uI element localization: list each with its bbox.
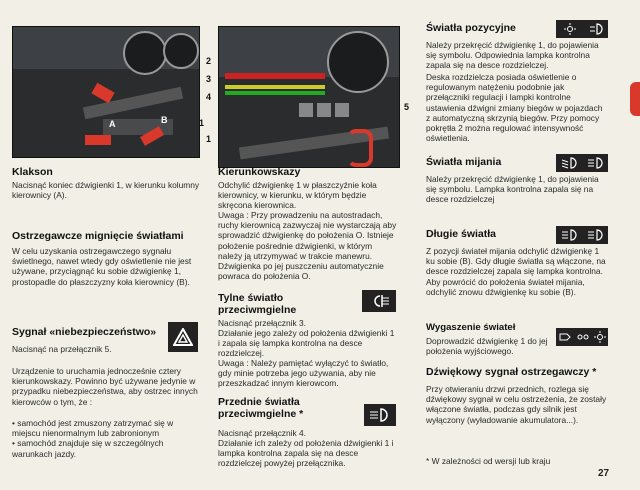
- mijania-title: Światła mijania: [426, 156, 502, 168]
- wygaszenie-title: Wygaszenie świateł: [426, 322, 516, 333]
- footnote: * W zależności od wersji lub kraju: [426, 456, 551, 466]
- dzwiekowy-text: Przy otwieraniu drzwi przednich, rozlega się dźwiękowy sygnał w celu ostrzeżenia, że zostały włączone światła, podczas gdy silnik jest wyłączony (wyładowanie akumulatora...).: [426, 384, 607, 425]
- pozycyjne-text: Należy przekręcić dźwigienkę 1, do pojawienia się symbolu. Odpowiednia lampka kontrolna zapala się na desce rozdzielczej.: [426, 40, 599, 71]
- callout-4: 4: [206, 92, 212, 102]
- wygaszenie-text: Doprowadzić dźwigienkę 1 do jej położenia wyjściowego.: [426, 336, 548, 357]
- tylne-title: Tylne światło przeciwmgielne: [218, 292, 297, 316]
- hazard-triangle-icon: [168, 322, 198, 352]
- dlugie-text: Z pozycji świateł mijania odchylić dźwigienkę 1 ku sobie (B). Gdy długie światła są włączone, na desce rozdzielczej zapala się lampka kontrolna. Aby powrócić do położenia świateł mijania, odchylić znowu dźwigienkę ku sobie (B).: [426, 246, 606, 297]
- bullet-item: • samochód jest zmuszony zatrzymać się w miejscu nienormalnym lub zabronionym: [12, 418, 174, 439]
- callout-3: 3: [206, 74, 212, 84]
- callout-1-left: 1: [199, 118, 205, 128]
- front-fog-light-icon: [364, 404, 396, 426]
- callout-5: 5: [404, 102, 410, 112]
- photo-label-b: B: [161, 115, 168, 125]
- pozycyjne-title: Światła pozycyjne: [426, 22, 516, 34]
- callout-1-middle: 1: [206, 134, 212, 144]
- kierunkowskazy-text: Odchylić dźwigienkę 1 w płaszczyźnie koła kierownicy, w kierunku, w którym będzie skręcona kierownica.: [218, 180, 377, 211]
- tylne-uwaga: Uwaga : Należy pamiętać wyłączyć to światło, gdy minie potrzeba jego używania, aby nie przeszkadzać innym kierowcom.: [218, 358, 389, 389]
- bullet-list: [12, 418, 200, 459]
- sygnal-title: Sygnał «niebezpieczeństwo»: [12, 326, 157, 338]
- klakson-text: Nacisnąć koniec dźwigienki 1, w kierunku kolumny kierownicy (A).: [12, 180, 200, 201]
- photo-label-a: A: [109, 119, 116, 129]
- high-beam-icon: [556, 226, 608, 244]
- sygnal-text: Nacisnąć na przełącznik 5.: [12, 344, 112, 354]
- tylne-text: Nacisnąć przełącznik 3.: [218, 318, 306, 328]
- callout-2: 2: [206, 56, 212, 66]
- low-beam-icon: [556, 154, 608, 172]
- przednie-body: Działanie ich zależy od położenia dźwigienki 1 i lampka kontrolna zapala się na desce rozdzielczej powyżej przełącznika.: [218, 438, 394, 469]
- przednie-text: Nacisnąć przełącznik 4.: [218, 428, 306, 438]
- page-number: 27: [598, 468, 610, 479]
- dzwiekowy-title: Dźwiękowy sygnał ostrzegawczy *: [426, 366, 597, 378]
- left-photo: [12, 26, 200, 158]
- przednie-title: Przednie światła przeciwmgielne *: [218, 396, 304, 420]
- bullet-item: • samochód znajduje się w szczególnych warunkach jazdy.: [12, 438, 164, 459]
- klakson-title: Klakson: [12, 166, 53, 178]
- section-tab: [630, 82, 640, 116]
- ostrzegawcze-text: W celu uzyskania ostrzegawczego sygnału świetlnego, nawet wtedy gdy oświetlenie nie jest używane, przyciągnąć ku sobie dźwigienkę 1, prostopadle do płaszczyzny koła kierownicy (B).: [12, 246, 192, 287]
- dlugie-title: Długie światła: [426, 228, 497, 240]
- tylne-body: Działanie jego zależy od położenia dźwigienki 1 i zapala się lampka kontrolna na desce rozdzielczej.: [218, 328, 395, 359]
- kierunkowskazy-uwaga: Uwaga : Przy prowadzeniu na autostradach, ruchy kierownicą zazwyczaj nie wystarczają aby sprowadzić dźwigienkę do położenia O. Istnieje położenie pośrednie dźwigienki, w którym należy ją utrzymywać w trakcie manewru. Dźwigienka po jej puszczeniu automatycznie powraca do położenia O.: [218, 210, 397, 282]
- pozycyjne-text2: Deska rozdzielcza posiada oświetlenie o regulowanym natężeniu podobnie jak przełączniki regulacji i lampki kontrolne ustawienia dźwigni zmiany biegów w pojazdach z automatyczną skrzynią biegów. Przy pomocy pokrętła 2 można regulować intensywność oświetlenia.: [426, 72, 603, 144]
- middle-photo: [218, 26, 400, 168]
- urzadzenie-text: Urządzenie to uruchamia jednocześnie cztery kierunkowskazy. Powinno być używane jedynie w przypadku niebezpieczeństwa, aby ostrzec innych kierowców o tym, że :: [12, 366, 198, 407]
- ostrzegawcze-title: Ostrzegawcze mignięcie światłami: [12, 230, 184, 242]
- lights-off-icon: [556, 328, 608, 346]
- parking-lights-icon: [556, 20, 608, 38]
- kierunkowskazy-title: Kierunkowskazy: [218, 166, 301, 178]
- mijania-text: Należy przekręcić dźwigienkę 1, do pojawienia się symbolu. Lampka kontrolna zapala się na desce rozdzielczej: [426, 174, 599, 205]
- rear-fog-light-icon: [362, 290, 396, 312]
